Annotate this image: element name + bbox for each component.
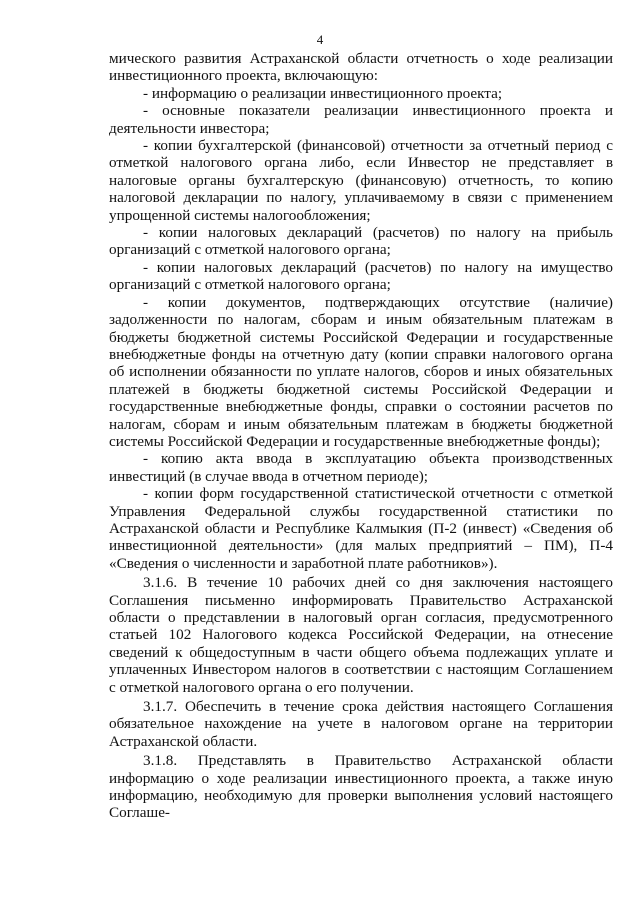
list-item: - копии форм государственной статистической отчетности с отметкой Управления Федеральной службы государственной статистики по Астраханской области и Республике Калмыкия (П-2 (инвест) «Сведения об инвестиционной деятельности» (для малых предприятий – ПМ), П-4 «Сведения о численности и заработной плате работников»). [109,485,613,572]
document-body [109,50,613,822]
clause-3-1-8: 3.1.8. Представлять в Правительство Астраханской области информацию о ходе реализации инвестиционного проекта, а также иную информацию, необходимую для проверки выполнения условий настоящего Соглаше- [109,752,613,822]
list-item: - копии налоговых деклараций (расчетов) по налогу на имущество организаций с отметкой налогового органа; [109,258,613,294]
list-item: - копии налоговых деклараций (расчетов) по налогу на прибыль организаций с отметкой налогового органа; [109,224,613,259]
list-item: - информацию о реализации инвестиционного проекта; [143,84,503,102]
page-number: 4 [316,32,324,47]
paragraph: мического развития Астраханской области отчетность о ходе реализации инвестиционного проекта, включающую: [109,50,613,85]
clause-3-1-7: 3.1.7. Обеспечить в течение срока действия настоящего Соглашения обязательное нахождение на учете в налоговом органе на территории Астраханской области. [109,698,613,750]
clause-3-1-6: 3.1.6. В течение 10 рабочих дней со дня заключения настоящего Соглашения письменно информировать Правительство Астраханской области о представлении в налоговый орган согласия, предусмотренного статьей 102 Налогового кодекса Российской Федерации, на отнесение сведений к общедоступным в части общего объема подлежащих уплате и уплаченных Инвестором налогов в соответствии с настоящим Соглашением с отметкой налогового органа о его получении. [109,574,613,696]
list-item: - копии документов, подтверждающих отсутствие (наличие) задолженности по налогам, сборам и иным обязательным платежам в бюджеты бюджетной системы Российской Федерации и государственные внебюджетные фонды на отчетную дату (копии справки налогового органа об исполнении обязанности по уплате налогов, сборов и иных обязательных платежей в бюджеты бюджетной системы Российской Федерации и государственные внебюджетные фонды, справки о состоянии расчетов по налогам, сборам и иным обязательным платежам в бюджеты бюджетной системы Российской Федерации и государственные внебюджетные фонды); [109,293,613,450]
list-item: - основные показатели реализации инвестиционного проекта и деятельности инвестора; [109,102,613,137]
list-item: - копии бухгалтерской (финансовой) отчетности за отчетный период с отметкой налогового органа либо, если Инвестор не представляет в налоговые органы бухгалтерскую (финансовую) отчетность, то копию налоговой декларации по налогу, уплачиваемому в связи с применением упрощенной системы налогообложения; [109,137,613,224]
list-item: - копию акта ввода в эксплуатацию объекта производственных инвестиций (в случае ввода в отчетном периоде); [109,450,613,485]
